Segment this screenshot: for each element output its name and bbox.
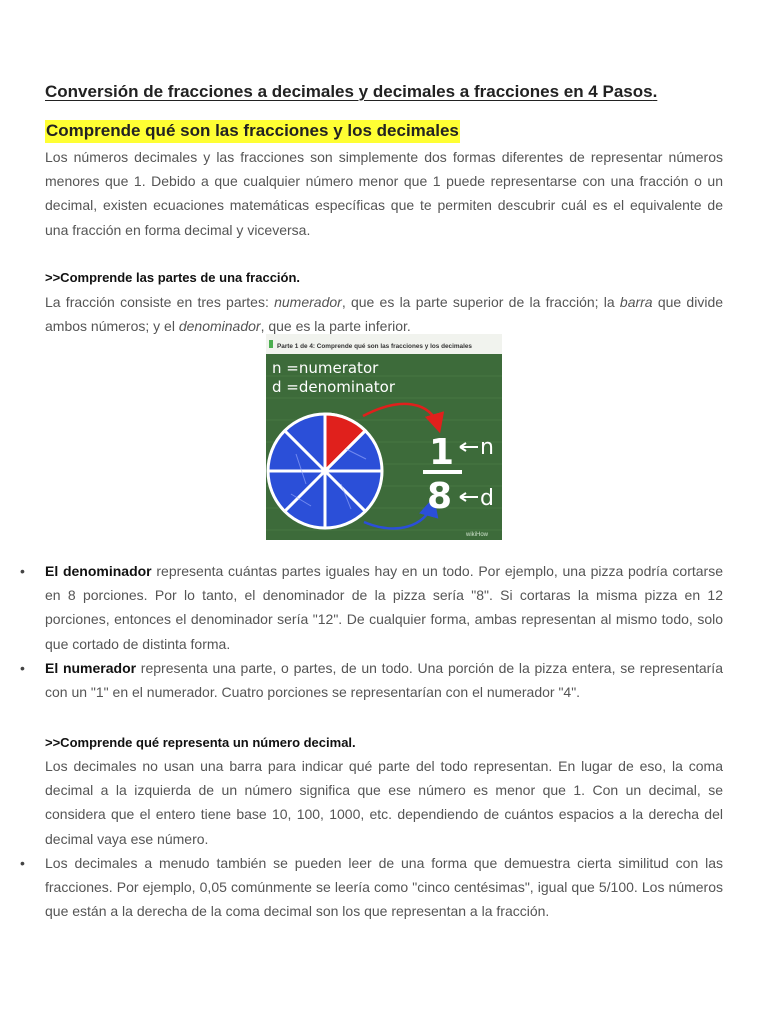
parts-text-1: La fracción consiste en tres partes:: [45, 294, 275, 310]
list-item-decimal-reading: [45, 851, 723, 924]
parts-heading: >>Comprende las partes de una fracción.: [45, 270, 301, 285]
list-item-text: Los decimales a menudo también se pueden leer de una forma que demuestra cierta similitud con las fracciones. Por ejemplo, 0,05 comúnmente se leería como "cinco centésimas", igual que 5/100. Los números que están a la derecha de la coma decimal son los que representan a la fracción.: [45, 855, 723, 920]
fraction-denominator: 8: [427, 476, 453, 517]
pizza-pie-icon: [268, 414, 382, 528]
numerator-definition: n =numerator: [272, 359, 379, 377]
document-title-text: Conversión de fracciones a decimales y decimales a fracciones en 4 Pasos: [45, 82, 653, 101]
section-title-highlighted: Comprende qué son las fracciones y los decimales: [45, 120, 460, 143]
term-denominador: denominador: [178, 318, 261, 335]
parts-paragraph: [45, 290, 723, 338]
list-item-numerator: [45, 656, 723, 704]
decimal-heading: >>Comprende qué representa un número decimal.: [45, 735, 356, 750]
intro-paragraph: Los números decimales y las fracciones son simplemente dos formas diferentes de representar números menores que 1. Debido a que cualquier número menor que 1 puede representarse con una fracción o un decimal, existen ecuaciones matemáticas específicas que te permiten descubrir cuál es el equivalente de una fracción en forma decimal y viceversa.: [45, 149, 723, 238]
document-title: [45, 82, 657, 102]
chalkboard-illustration: [266, 334, 502, 540]
term-barra: barra: [619, 294, 653, 310]
fraction-illustration: [266, 334, 502, 540]
figure-caption: Parte 1 de 4: Comprende qué son las fracciones y los decimales: [277, 343, 472, 350]
label-n: n: [480, 435, 494, 460]
term-numerador: numerador: [274, 294, 342, 310]
list-item-bold: El numerador: [45, 659, 137, 676]
denominator-numerator-list: [45, 559, 723, 704]
decimal-list: [45, 851, 723, 924]
list-item-text: representa cuántas partes iguales hay en un todo. Por ejemplo, una pizza podría cortarse en 8 porciones. Por lo tanto, el denominador de la pizza sería "8". Si cortaras la misma pizza en 12 porciones, entonces el denominador sería "12". De cualquier forma, ambas representan al mismo todo, solo que cortado de distinta forma.: [45, 563, 724, 652]
parts-text-3: que divide ambos números; y el: [45, 294, 724, 335]
list-item-denominator: [45, 559, 723, 656]
fraction-numerator: 1: [429, 432, 455, 473]
decimal-paragraph: Los decimales no usan una barra para indicar qué parte del todo representan. En lugar de eso, la coma decimal a la izquierda de un número significa que ese número es menor que 1. Con un decimal, se considera que el entero tiene base 10, 100, 1000, etc. dependiendo de cuántos espacios a la derecha del decimal vaya ese número.: [45, 758, 723, 847]
caption-marker: [269, 340, 273, 348]
label-d: d: [480, 486, 494, 511]
document-title-period: .: [652, 82, 658, 101]
denominator-definition: d =denominator: [272, 378, 395, 396]
watermark-logo: wikiHow: [466, 532, 489, 538]
parts-text-2: , que es la parte superior de la fracción; la: [341, 294, 620, 310]
list-item-text: representa una parte, o partes, de un todo. Una porción de la pizza entera, se representaría con un "1" en el numerador. Cuatro porciones se representarían con el numerador "4".: [45, 659, 723, 701]
parts-text-4: , que es la parte inferior.: [260, 318, 411, 335]
list-item-bold: El denominador: [45, 563, 152, 579]
